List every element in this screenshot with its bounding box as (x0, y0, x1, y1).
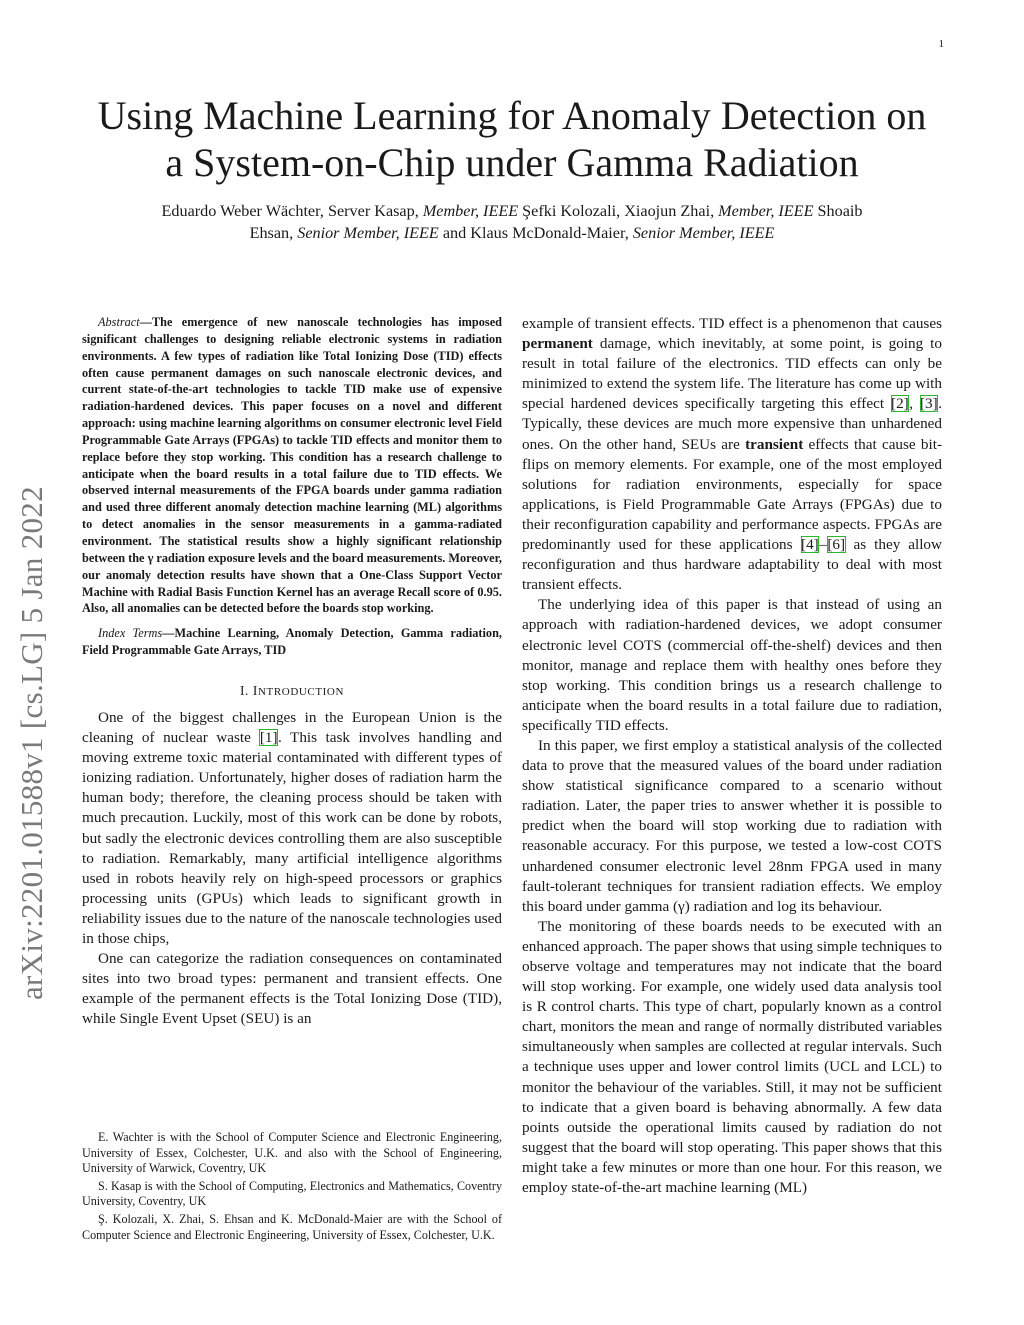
intro-paragraph-4: The underlying idea of this paper is that instead of using an approach with radiation-hardened devices, we adopt consumer electronic level COTS (commercial off-the-shelf) devices and then monitor, manage and replace them with healthy ones before they stop working. This condition brings us a research challenge to anticipate when the board results in a total failure due to radiation, specifically TID effects. (522, 596, 942, 734)
page-number: 1 (938, 38, 944, 50)
citation-link[interactable]: [2] (891, 395, 909, 413)
citation-link[interactable]: [1] (259, 729, 278, 747)
index-terms-lead: Index Terms (98, 626, 163, 641)
right-column (522, 314, 942, 1198)
author-names: Ehsan, (249, 224, 298, 242)
author-affiliation-footnotes (82, 1130, 502, 1243)
author-list (90, 200, 934, 244)
intro-paragraph-5: In this paper, we first employ a statistical analysis of the collected data to prove that the measured values of the board under radiation show statistical significance compared to a scenario without radiation. Later, the paper tries to answer whether it is possible to predict when the board will stop working due to radiation with reasonable accuracy. For this purpose, we tested a low-cost COTS unhardened consumer electronic level 28nm FPGA used in many fault-tolerant techniques for transient radiation effects. We employ this board under gamma (γ) radiation and log its behaviour. (522, 736, 942, 915)
intro-paragraph-3: example of transient effects. TID effect is a phenomenon that causes permanent damage, which inevitably, at some point, is going to result in total failure of the electronics. TID effects can only be minimized to extend the system life. The literature has come up with special hardened devices specifically targeting this effect [2], [3]. Typically, these devices are much more expensive than unhardened ones. On the other hand, SEUs are transient effects that cause bit-flips on memory elements. For example, one of the most employed solutions for radiation environments, especially for space applications, is Field Programmable Gate Arrays (FPGAs) due to their reconfiguration capability and performance aspects. FPGAs are predominantly used for these applications [4]–[6] as they allow reconfiguration and thus hardware adaptability to deal with most transient effects. (522, 315, 943, 594)
author-names: Shoaib (813, 202, 863, 220)
author-role: Senior Member, IEEE (632, 224, 775, 242)
author-role: Member, IEEE (718, 202, 814, 220)
left-column (82, 314, 502, 1029)
intro-paragraph-2: One can categorize the radiation consequences on contaminated sites into two broad types: permanent and transient effects. One example of the permanent effects is the Total Ionizing Dose (TID), while Single Event Upset (SEU) is an (82, 950, 502, 1028)
arxiv-identifier-stamp[interactable]: arXiv:2201.01588v1 [cs.LG] 5 Jan 2022 (14, 486, 49, 1000)
author-names: Şefki Kolozali, Xiaojun Zhai, (518, 202, 719, 220)
author-role: Member, IEEE (422, 202, 519, 220)
abstract (82, 314, 502, 617)
footnote: S. Kasap is with the School of Computing, Electronics and Mathematics, Coventry University, Coventry, UK (82, 1178, 502, 1209)
author-names: Eduardo Weber Wächter, Server Kasap, (161, 202, 423, 220)
abstract-lead: Abstract (98, 315, 140, 329)
author-names: and Klaus McDonald-Maier, (438, 224, 633, 242)
title-line-1: Using Machine Learning for Anomaly Detection on (97, 93, 927, 138)
footnote: Ş. Kolozali, X. Zhai, S. Ehsan and K. McDonald-Maier are with the School of Computer Science and Electronic Engineering, University of Essex, Colchester, U.K. (82, 1211, 502, 1242)
abstract-text: —The emergence of new nanoscale technologies has imposed significant challenges to designing reliable electronic systems in radiation environments. A few types of radiation like Total Ionizing Dose (TID) effects often cause permanent damages on such nanoscale electronic devices, and current state-of-the-art technologies to tackle TID make use of expensive radiation-hardened devices. This paper focuses on a novel and different approach: using machine learning algorithms on consumer electronic level Field Programmable Gate Arrays (FPGAs) to tackle TID effects and monitor them to replace before they stop working. This condition has a research challenge to anticipate when the board results in a total failure due to TID effects. We observed internal measurements of the FPGA boards under gamma radiation and used three different anomaly detection machine learning (ML) algorithms to detect anomalies in the sensor measurements in a gamma-radiated environment. The statistical results show a highly significant relationship between the γ radiation exposure levels and the board measurements. Moreover, our anomaly detection results have shown that a One-Class Support Vector Machine with Radial Basis Function Kernel has an average Recall score of 0.95. Also, all anomalies can be detected before the boards stop working. (82, 315, 502, 616)
paper-title (60, 92, 964, 186)
footnote: E. Wachter is with the School of Computer Science and Electronic Engineering, University of Essex, Colchester, U.K. and also with the School of Engineering, University of Warwick, Coventry, UK (82, 1130, 502, 1176)
section-heading-introduction: I. INTRODUCTION (239, 682, 345, 698)
citation-link[interactable]: [6] (827, 536, 846, 554)
emphasis-permanent: permanent (522, 335, 593, 353)
citation-link[interactable]: [4] (801, 536, 819, 554)
index-terms-text: —Machine Learning, Anomaly Detection, Gamma radiation, Field Programmable Gate Arrays, TID (82, 626, 502, 658)
title-line-2: a System-on-Chip under Gamma Radiation (165, 140, 859, 185)
intro-paragraph-1: One of the biggest challenges in the European Union is the cleaning of nuclear waste [1]. This task involves handling and moving extreme toxic material contaminated with different types of ionizing radiation. Unfortunately, higher doses of radiation harm the human body; therefore, the cleaning process should be taken with much precaution. Luckily, most of this work can be done by robots, but sadly the electronic devices controlling them are also susceptible to radiation. Remarkably, many artificial intelligence algorithms used in robots heavily rely on high-speed processors or graphics processing units (GPUs) which leads to significant growth in reliability issues due to the nature of the nanoscale technologies used in those chips, (82, 708, 502, 947)
author-role: Senior Member, IEEE (297, 224, 439, 242)
citation-link[interactable]: [3] (920, 395, 938, 413)
intro-paragraph-6: The monitoring of these boards needs to be executed with an enhanced approach. The paper shows that using simple techniques to observe voltage and temperatures may not indicate that the board will stop working. For example, one widely used data analysis tool is R control charts. This type of chart, popularly known as a control chart, monitors the mean and range of normally distributed variables simultaneously when samples are collected at regular intervals. Such a technique uses upper and lower control limits (UCL and LCL) to monitor the behaviour of the variables. Still, it may not be sufficient to indicate that a given board is behaving abnormally. A few data points outside the operational limits caused by radiation do not suggest that the board will stop operating. This paper shows that this might take a few minutes or more than one hour. For this reason, we employ state-of-the-art machine learning (ML) (522, 917, 942, 1197)
index-terms (82, 625, 502, 659)
emphasis-transient: transient (745, 435, 804, 453)
